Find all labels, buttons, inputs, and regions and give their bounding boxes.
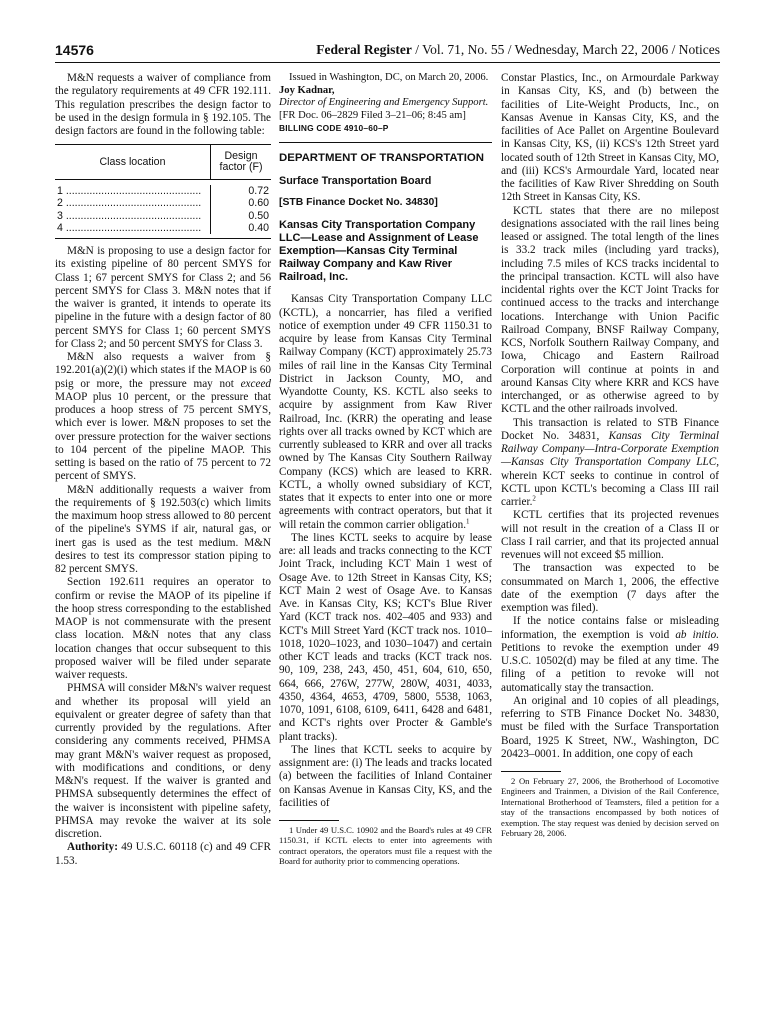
column-header-design-factor: Design factor (F) xyxy=(219,150,263,174)
table-row xyxy=(55,222,271,234)
factor-cell: 0.60 xyxy=(248,197,269,210)
agency-heading: DEPARTMENT OF TRANSPORTATION xyxy=(279,151,485,164)
running-title xyxy=(316,42,720,58)
paragraph xyxy=(501,417,719,510)
class-cell: 4 .............................................. xyxy=(55,222,211,234)
table-row xyxy=(55,197,271,209)
signer-name: Joy Kadnar, xyxy=(279,84,335,96)
footnote-rule xyxy=(501,771,561,772)
publication-name: Federal Register xyxy=(316,42,412,57)
paragraph: The lines KCTL seeks to acquire by lease are: all leads and tracks connecting to the KCT Joint Track, including KCT Main 1 west of Osage Ave. to 12th Street in Kansas City, KS; KCT Main 2 west of Osage Ave. to Kansas Ave. in Kansas City, KS; KCT's Blue River Yard (KCT track nos. 402–405 and 933) and KCT's Mill Street Yard (KCT track nos. 1010–1018, 1020–1023, and 1030–1047) and certain other KCT leads and tracks (KCT track nos. 90, 109, 238, 243, 450, 451, 604, 610, 650, 664, 666, 276W, 277W, 280W, 4031, 4033, 4350, 4364, 4653, 4709, 5800, 5538, 1063, 1070, 1091, 6108, 6109, 6411, 6428 and 6481, and KCT's rights over Procter & Gamble's plant tracks). xyxy=(279,531,492,743)
notice-subject: Kansas City Transportation Company LLC—Lease and Assignment of Lease Exemption—Kansas City Terminal Railway Company and Kaw River Railroad, Inc. xyxy=(279,219,479,284)
paragraph: Section 192.611 requires an operator to confirm or revise the MAOP of its pipeline if the hoop stress corresponding to the established MAOP is not commensurate with the present class location. M&N notes that any class location changes that occur subsequent to this proposed waiver will be filed under separate waiver requests. xyxy=(55,576,271,681)
text-run: M&N also requests a waiver from § 192.201(a)(2)(i) which states if the MAOP is 60 psig or more, the pressure may not xyxy=(55,351,271,390)
paragraph: PHMSA will consider M&N's waiver request and whether its proposal will yield an equivalent or greater degree of safety than that currently provided by the regulations. After considering any comments received, PHMSA may grant M&N's waiver request as proposed, with modifications and conditions, or deny M&N's request. If the waiver is granted and PHMSA subsequently determines the effect of the waiver is inconsistent with pipeline safety, PHMSA may revoke the waiver at its sole discretion. xyxy=(55,682,271,840)
emphasis: exceed xyxy=(240,377,271,390)
class-cell: 3 .............................................. xyxy=(55,210,211,222)
paragraph: M&N is proposing to use a design factor for its existing pipeline of 80 percent SMYS for Class 1; 67 percent SMYS for Class 2; and 56 percent SMYS for Class 3. M&N notes that if the waiver is granted, it intends to operate its pipeline in the future with a design factor of 80 percent SMYS for Class 1; 60 percent SMYS for Class 2; and 50 percent SMYS for Class 3. xyxy=(55,245,271,350)
column-3 xyxy=(501,72,719,838)
design-factor-table xyxy=(55,144,271,239)
column-2 xyxy=(279,72,492,867)
class-cell: 2 .............................................. xyxy=(55,197,211,209)
table-row xyxy=(55,185,271,197)
paragraph: Constar Plastics, Inc., on Armourdale Parkway in Kansas City, KS, and (b) between the facilities of Lite-Weight Products, Inc., on Kansas Avenue in Kansas City, KS, and the facilities of Ace Pallet on Argentine Boulevard in Kansas City, KS, (ii) KCS's 12th Street yard located south of 12th Street in Kansas City, MO, and (iii) KCS's Armourdale Yard, located near the facilities of Kaw River Shredding on South 12th Street in Kansas City, KS. xyxy=(501,72,719,204)
text-run: wherein KCT seeks to continue in control of KCTL upon KCTL's becoming a Class III rail carrier. xyxy=(501,469,719,508)
footnote-reference: 1 xyxy=(466,516,470,525)
table-header xyxy=(55,144,271,180)
paragraph: M&N additionally requests a waiver from the requirements of § 192.503(c) which limits the maximum hoop stress allowed to 80 percent of the pipeline's SYMS if air, natural gas, or inert gas is used as the test medium. M&N desires to test its compressor station piping to 82 percent SMYS. xyxy=(55,483,271,575)
billing-code: BILLING CODE 4910–60–P xyxy=(279,123,389,133)
class-cell: 1 .............................................. xyxy=(55,185,211,197)
table-row xyxy=(55,210,271,222)
factor-cell: 0.50 xyxy=(248,209,269,222)
text-run: MAOP plus 10 percent, or the pressure that produces a hoop stress of 75 percent SMYS, which ever is lower. M&N proposes to set the over pressure protection for the waiver sections to 104 percent of the pipeline MAOP. This setting is based on the ratio of 75 percent to 72 percent of SMYS. xyxy=(55,390,271,483)
paragraph xyxy=(501,615,719,695)
paragraph: KCTL states that there are no milepost designations associated with the rail lines being leased or assigned. The total length of the lines is 33.2 track miles (including yard tracks), including 7.5 miles of KCS tracks incidental to the principal transaction. KCTL will also have incidental rights over the KCT Joint Tracks for continued access to the tracks and interchange locations. Interchange with Union Pacific Railroad Company, BNSF Railway Company, KCS, Norfolk Southern Railway Company, and Iowa, Chicago and Eastern Railroad Corporation will continue at points in and around Kansas City where KRR and KCS have interchanged, or as otherwise agreed to by KCTL and the other railroads involved. xyxy=(501,204,719,416)
factor-cell: 0.72 xyxy=(248,185,269,198)
volume-issue: / Vol. 71, No. 55 / Wednesday, March 22, 2006 / Notices xyxy=(411,42,720,57)
authority-label: Authority: xyxy=(67,841,118,854)
issued-line: Issued in Washington, DC, on March 20, 2006. xyxy=(289,72,489,83)
emphasis: ab initio. xyxy=(675,628,720,641)
paragraph: The lines that KCTL seeks to acquire by assignment are: (i) The leads and tracks located (a) between the facilities of Inland Container on Kansas Avenue in Kansas City, KS, and the facilities of xyxy=(279,743,492,809)
header-rule xyxy=(55,62,720,63)
text-run: This transaction is related to STB Finance Docket No. 34831, xyxy=(501,416,719,442)
fr-doc-line: [FR Doc. 06–2829 Filed 3–21–06; 8:45 am] xyxy=(279,109,466,121)
paragraph: KCTL certifies that its projected revenues will not result in the creation of a Class II or Class I rail carrier, and that its projected annual revenues will not exceed $5 million. xyxy=(501,509,719,561)
paragraph xyxy=(55,351,271,484)
section-divider xyxy=(279,142,492,143)
paragraph: The transaction was expected to be consummated on March 1, 2006, the effective date of the exemption (7 days after the exemption was filed). xyxy=(501,562,719,614)
column-header-class-location: Class location xyxy=(55,145,211,179)
text-run: If the notice contains false or misleading information, the exemption is void xyxy=(501,615,719,641)
signer-title: Director of Engineering and Emergency Support. xyxy=(279,97,489,108)
paragraph: An original and 10 copies of all pleadings, referring to STB Finance Docket No. 34830, must be filed with the Surface Transportation Board, 1925 K Street, NW., Washington, DC 20423–0001. In addition, one copy of each xyxy=(501,694,719,760)
authority-text: 49 U.S.C. 60118 (c) and 49 CFR 1.53. xyxy=(55,841,271,867)
text-run: Petitions to revoke the exemption under 49 U.S.C. 10502(d) may be filed at any time. The filing of a petition to revoke will not automatically stay the transaction. xyxy=(501,641,719,694)
authority-paragraph xyxy=(55,841,271,868)
text-run: Kansas City Transportation Company LLC (KCTL), a noncarrier, has filed a verified notice of exemption under 49 CFR 1150.31 to acquire by lease from Kansas City Terminal Railway Company (KCT) approximately 25.73 miles of rail line in the Kansas City Terminal District in Jackson County, MO, and Wyandotte County, KS. KCTL also seeks to acquire by assignment from Kaw River Railroad, Inc. (KRR) the operating and lease rights over all tracks owned by KCT which are currently subleased to KRR and over all tracks owned by The Kansas City Southern Railway Company (KCS) which are leased to KRR. KCTL, a wholly owned subsidiary of KCT, states that it expects to enter into one or more agreements with contract operators, but that it will retain the common carrier obligation. xyxy=(279,293,492,531)
column-1 xyxy=(55,72,271,868)
docket-number: [STB Finance Docket No. 34830] xyxy=(279,197,438,208)
table-body xyxy=(55,180,271,239)
page-number: 14576 xyxy=(55,42,94,58)
footnote-reference: 2 xyxy=(532,494,536,503)
subagency-heading: Surface Transportation Board xyxy=(279,174,432,187)
paragraph: M&N requests a waiver of compliance from the regulatory requirements at 49 CFR 192.111. This regulation prescribes the design factor to be used in the design formula in § 192.105. The design factors are found in the following table: xyxy=(55,72,271,137)
emphasis: Kansas City Terminal Railway Company—Intra-Corporate Exemption—Kansas City Transportation Company LLC, xyxy=(501,429,720,469)
paragraph xyxy=(279,293,492,532)
running-header xyxy=(55,42,720,60)
footnote: 1 Under 49 U.S.C. 10902 and the Board's rules at 49 CFR 1150.31, if KCTL elects to enter into agreements with contract operators, the operators must file a request with the Board for authority prior to commencing operations. xyxy=(279,825,492,867)
factor-cell: 0.40 xyxy=(248,221,269,234)
footnote-rule xyxy=(279,820,339,821)
footnote: 2 On February 27, 2006, the Brotherhood of Locomotive Engineers and Trainmen, a Division of the Rail Conference, International Brotherhood of Teamsters, filed a petition for a stay of the transactions encompassed by both notices of exemption. The stay request was denied by decision served on February 28, 2006. xyxy=(501,776,719,839)
